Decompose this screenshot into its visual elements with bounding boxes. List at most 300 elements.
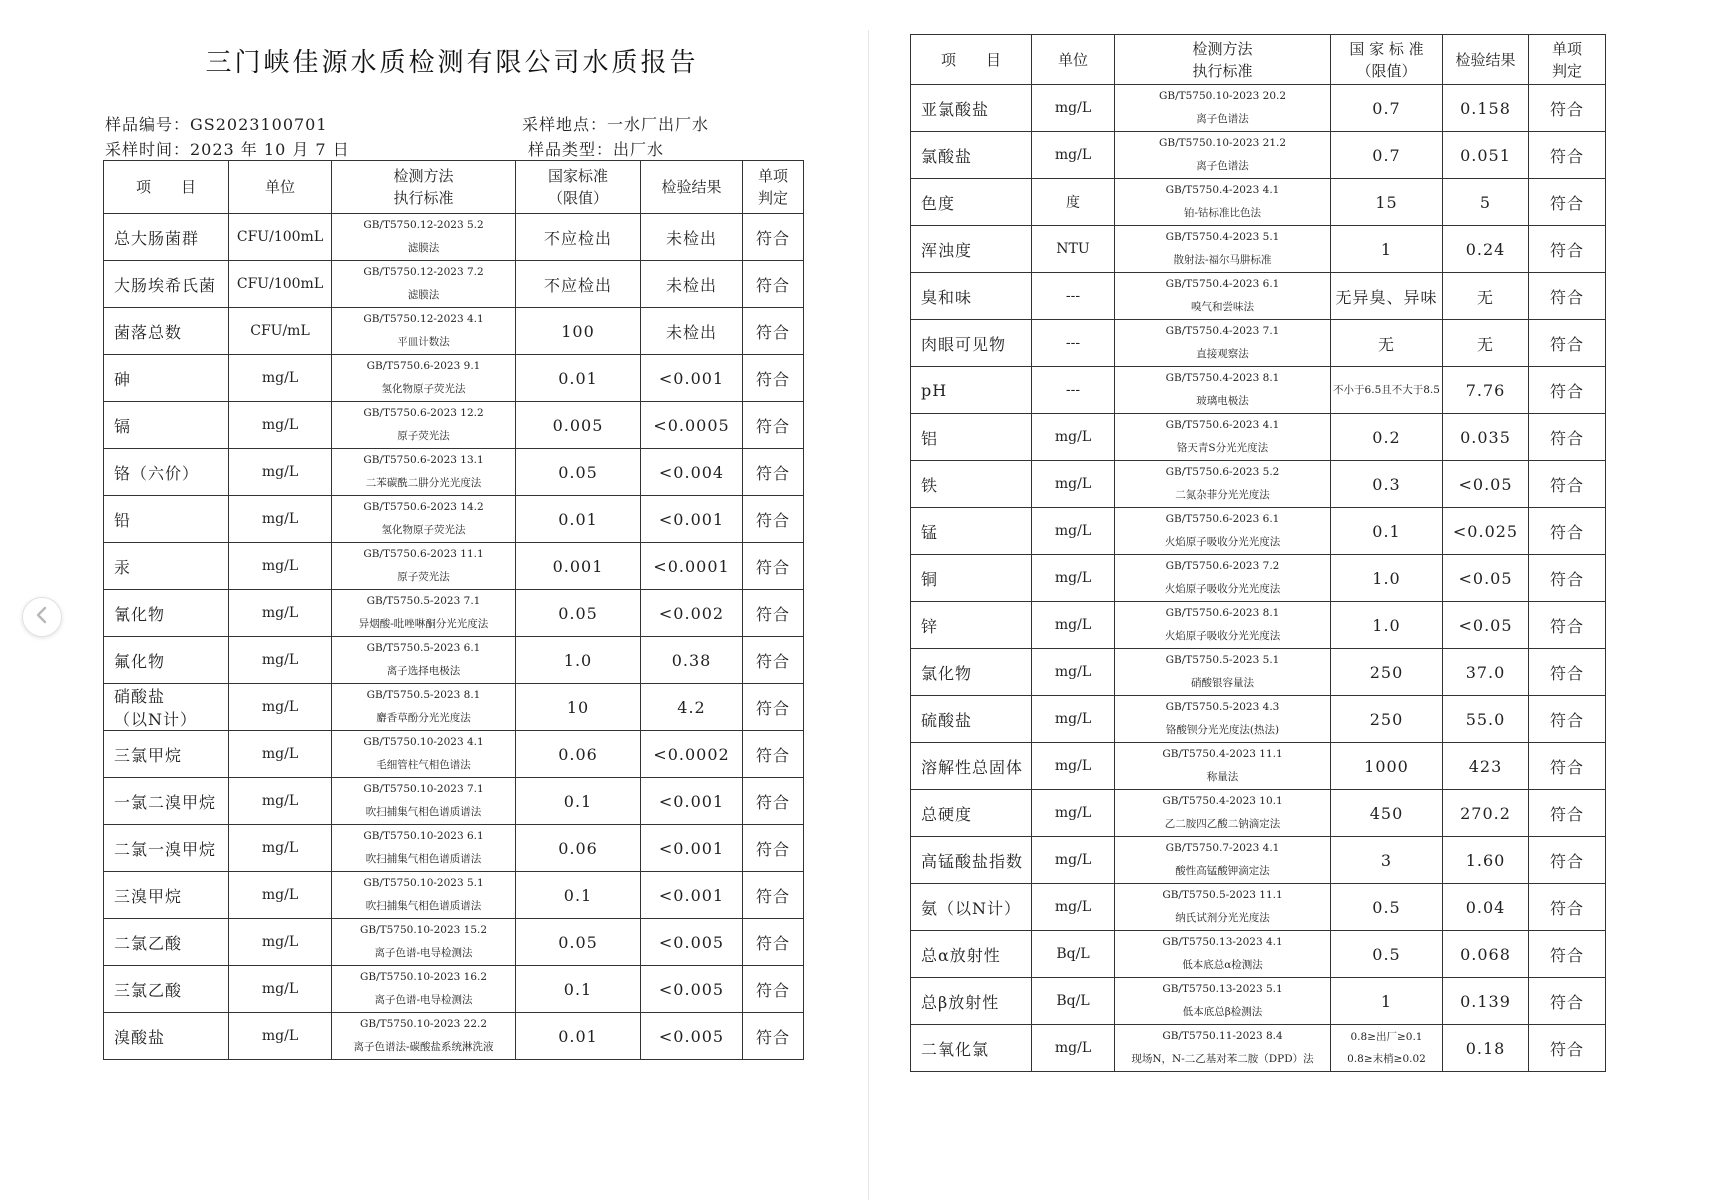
judgement: 符合	[743, 919, 804, 966]
table-row	[104, 496, 804, 543]
method-name: 麝香草酚分光光度法	[376, 712, 471, 724]
judgement: 符合	[1529, 978, 1606, 1025]
standard-limit-text: 0.5	[1372, 897, 1401, 917]
item-name-text: 浑浊度	[921, 240, 973, 260]
item-name	[911, 1025, 1032, 1072]
test-result: 7.76	[1443, 367, 1529, 414]
method-name: 直接观察法	[1196, 348, 1249, 360]
judgement: 符合	[1529, 555, 1606, 602]
method-cell	[1115, 884, 1331, 931]
method-name: 异烟酸-吡唑啉酮分光光度法	[358, 618, 489, 630]
standard-limit	[1331, 884, 1443, 931]
unit-cell: mg/L	[1032, 555, 1115, 602]
method-cell	[1115, 461, 1331, 508]
standard-limit-text: 0.7	[1372, 98, 1401, 118]
table-row	[104, 543, 804, 590]
method-cell	[1115, 273, 1331, 320]
table-header-row	[911, 35, 1606, 85]
judgement: 符合	[743, 543, 804, 590]
standard-limit-text: 0.06	[558, 838, 598, 858]
test-result: <0.05	[1443, 602, 1529, 649]
item-name-text: 硫酸盐	[921, 710, 973, 730]
method-standard: GB/T5750.10-2023 5.1	[363, 877, 484, 889]
method-name: 离子色谱-电导检测法	[374, 994, 473, 1006]
item-name	[911, 132, 1032, 179]
item-name	[104, 637, 229, 684]
standard-limit-text: 450	[1369, 803, 1404, 823]
unit-cell: 度	[1032, 179, 1115, 226]
method-name: 吹扫捕集气相色谱质谱法	[365, 900, 482, 912]
header-unit: 单位	[1032, 35, 1115, 85]
test-result: 270.2	[1443, 790, 1529, 837]
standard-limit	[516, 355, 641, 402]
unit-cell: mg/L	[1032, 602, 1115, 649]
method-standard: GB/T5750.13-2023 4.1	[1162, 936, 1283, 948]
method-standard: GB/T5750.5-2023 4.3	[1165, 701, 1280, 713]
judgement: 符合	[1529, 367, 1606, 414]
method-cell	[1115, 790, 1331, 837]
test-result: 0.38	[641, 637, 743, 684]
judgement: 符合	[1529, 931, 1606, 978]
test-result: 0.18	[1443, 1025, 1529, 1072]
method-cell	[1115, 837, 1331, 884]
item-name-text: pH	[921, 380, 948, 400]
judgement: 符合	[1529, 508, 1606, 555]
judgement: 符合	[743, 825, 804, 872]
item-name	[104, 778, 229, 825]
standard-limit	[516, 449, 641, 496]
standard-limit-text: 0.1	[563, 979, 593, 999]
item-name-text: 砷	[114, 369, 132, 389]
method-standard: GB/T5750.5-2023 7.1	[366, 595, 481, 607]
item-name	[911, 837, 1032, 884]
standard-limit-text: 0.005	[552, 415, 604, 435]
method-name: 铬天青S分光光度法	[1176, 442, 1269, 454]
method-cell	[1115, 931, 1331, 978]
method-name: 铂-钴标准比色法	[1183, 207, 1262, 219]
item-name	[104, 872, 229, 919]
item-name	[911, 367, 1032, 414]
method-name: 氢化物原子荧光法	[381, 524, 466, 536]
item-name	[104, 966, 229, 1013]
judgement: 符合	[743, 872, 804, 919]
standard-limit-text: 0.1	[563, 791, 593, 811]
unit-cell: mg/L	[1032, 1025, 1115, 1072]
item-name	[911, 978, 1032, 1025]
table-row	[911, 602, 1606, 649]
method-name: 二苯碳酰二肼分光光度法	[365, 477, 482, 489]
method-cell	[1115, 320, 1331, 367]
item-name	[911, 555, 1032, 602]
method-name: 毛细管柱气相色谱法	[376, 759, 471, 771]
test-result: 无	[1443, 273, 1529, 320]
unit-cell: mg/L	[1032, 132, 1115, 179]
header-standard: 国家标准 （限值）	[516, 161, 641, 214]
unit-cell: Bq/L	[1032, 931, 1115, 978]
judgement: 符合	[1529, 696, 1606, 743]
unit-cell: mg/L	[229, 966, 332, 1013]
judgement: 符合	[1529, 743, 1606, 790]
sample-location: 采样地点：一水厂出厂水	[522, 115, 710, 134]
test-result: <0.002	[641, 590, 743, 637]
test-result: <0.005	[641, 966, 743, 1013]
method-name: 铬酸钡分光光度法(热法)	[1165, 724, 1280, 736]
judgement: 符合	[1529, 884, 1606, 931]
standard-limit	[1331, 367, 1443, 414]
method-name: 称量法	[1206, 771, 1239, 783]
item-name	[104, 590, 229, 637]
table-row	[911, 837, 1606, 884]
method-cell	[332, 825, 516, 872]
test-result: <0.001	[641, 872, 743, 919]
table-row	[911, 226, 1606, 273]
judgement: 符合	[1529, 602, 1606, 649]
item-name-text: 汞	[114, 557, 132, 577]
standard-limit	[1331, 508, 1443, 555]
item-name-text: 镉	[114, 416, 132, 436]
standard-limit	[1331, 85, 1443, 132]
judgement: 符合	[1529, 461, 1606, 508]
item-name-text: 硝酸盐 （以N计）	[114, 687, 198, 729]
method-standard: GB/T5750.12-2023 4.1	[363, 313, 484, 325]
item-name-text: 铝	[921, 428, 939, 448]
table-row	[911, 555, 1606, 602]
table-row	[911, 367, 1606, 414]
standard-limit-text: 3	[1380, 850, 1393, 870]
method-standard: GB/T5750.12-2023 7.2	[363, 266, 484, 278]
method-standard: GB/T5750.10-2023 16.2	[359, 971, 488, 983]
unit-cell: mg/L	[1032, 461, 1115, 508]
method-name: 火焰原子吸收分光光度法	[1164, 583, 1281, 595]
method-standard: GB/T5750.6-2023 9.1	[366, 360, 481, 372]
method-cell	[1115, 1025, 1331, 1072]
item-name	[911, 414, 1032, 461]
method-cell	[1115, 743, 1331, 790]
method-cell	[1115, 85, 1331, 132]
item-name	[911, 743, 1032, 790]
method-standard: GB/T5750.6-2023 4.1	[1165, 419, 1280, 431]
standard-limit-text: 0.1	[1372, 521, 1401, 541]
item-name-text: 铁	[921, 475, 939, 495]
unit-cell: mg/L	[1032, 884, 1115, 931]
item-name-text: 色度	[921, 193, 956, 213]
item-name-text: 锌	[921, 616, 939, 636]
standard-limit	[516, 778, 641, 825]
standard-limit-text: 0.01	[558, 368, 598, 388]
table-body-right	[911, 85, 1606, 1072]
test-result: 0.035	[1443, 414, 1529, 461]
item-name	[104, 449, 229, 496]
standard-limit-text: 1	[1380, 239, 1393, 259]
method-standard: GB/T5750.10-2023 21.2	[1158, 137, 1287, 149]
method-cell	[1115, 649, 1331, 696]
method-standard: GB/T5750.10-2023 22.2	[359, 1018, 488, 1030]
table-row	[911, 649, 1606, 696]
table-row	[911, 179, 1606, 226]
item-name	[911, 790, 1032, 837]
method-cell	[1115, 179, 1331, 226]
unit-cell: ---	[1032, 320, 1115, 367]
standard-limit-text: 0.01	[558, 1026, 598, 1046]
table-row	[104, 919, 804, 966]
method-cell	[332, 919, 516, 966]
standard-limit	[1331, 743, 1443, 790]
standard-limit-text: 0.06	[558, 744, 598, 764]
method-standard: GB/T5750.6-2023 11.1	[363, 548, 484, 560]
test-result: <0.05	[1443, 555, 1529, 602]
results-table-right	[910, 34, 1606, 1072]
header-standard: 国 家 标 准 （限值）	[1331, 35, 1443, 85]
standard-limit	[516, 496, 641, 543]
method-standard: GB/T5750.6-2023 8.1	[1165, 607, 1280, 619]
unit-cell: mg/L	[229, 919, 332, 966]
table-row	[104, 590, 804, 637]
unit-cell: mg/L	[1032, 85, 1115, 132]
item-name	[104, 731, 229, 778]
item-name	[104, 919, 229, 966]
standard-limit-text: 0.5	[1372, 944, 1401, 964]
method-standard: GB/T5750.5-2023 11.1	[1162, 889, 1283, 901]
method-standard: GB/T5750.6-2023 12.2	[363, 407, 484, 419]
unit-cell: mg/L	[1032, 837, 1115, 884]
judgement: 符合	[1529, 132, 1606, 179]
judgement: 符合	[743, 449, 804, 496]
item-name-text: 铅	[114, 510, 132, 530]
method-standard: GB/T5750.4-2023 5.1	[1165, 231, 1280, 243]
item-name-text: 二氯乙酸	[114, 933, 183, 953]
table-row	[911, 790, 1606, 837]
method-standard: GB/T5750.7-2023 4.1	[1165, 842, 1280, 854]
item-name	[911, 508, 1032, 555]
test-result: 0.24	[1443, 226, 1529, 273]
item-name-text: 总硬度	[921, 804, 973, 824]
method-cell	[332, 402, 516, 449]
item-name	[911, 696, 1032, 743]
standard-limit-text: 1.0	[1372, 568, 1401, 588]
method-name: 嗅气和尝味法	[1191, 301, 1254, 313]
item-name	[104, 308, 229, 355]
method-standard: GB/T5750.12-2023 5.2	[363, 219, 484, 231]
standard-limit	[1331, 1025, 1443, 1072]
previous-page-button[interactable]	[22, 597, 62, 637]
table-header-row	[104, 161, 804, 214]
standard-limit	[1331, 790, 1443, 837]
method-name: 吹扫捕集气相色谱质谱法	[365, 806, 482, 818]
report-page-right	[898, 0, 1717, 1202]
judgement: 符合	[743, 1013, 804, 1060]
standard-limit	[1331, 931, 1443, 978]
item-name	[911, 320, 1032, 367]
method-name: 乙二胺四乙酸二钠滴定法	[1164, 818, 1281, 830]
item-name	[911, 649, 1032, 696]
judgement: 符合	[1529, 414, 1606, 461]
test-result: 1.60	[1443, 837, 1529, 884]
standard-limit-text: 1	[1380, 991, 1393, 1011]
standard-limit	[516, 1013, 641, 1060]
unit-cell: Bq/L	[1032, 978, 1115, 1025]
method-standard: GB/T5750.5-2023 5.1	[1165, 654, 1280, 666]
item-name-text: 高锰酸盐指数	[921, 851, 1024, 871]
item-name	[911, 85, 1032, 132]
unit-cell: mg/L	[1032, 414, 1115, 461]
table-row	[104, 778, 804, 825]
standard-limit	[516, 919, 641, 966]
test-result: 0.051	[1443, 132, 1529, 179]
method-standard: GB/T5750.6-2023 13.1	[363, 454, 484, 466]
method-cell	[332, 261, 516, 308]
item-name-text: 二氧化氯	[921, 1039, 990, 1059]
item-name-text: 氰化物	[114, 604, 166, 624]
method-standard: GB/T5750.5-2023 8.1	[366, 689, 481, 701]
standard-limit	[516, 590, 641, 637]
method-name: 氢化物原子荧光法	[381, 383, 466, 395]
table-body-left	[104, 214, 804, 1060]
standard-limit	[1331, 226, 1443, 273]
table-row	[104, 214, 804, 261]
item-name	[911, 273, 1032, 320]
unit-cell: mg/L	[229, 449, 332, 496]
method-name: 吹扫捕集气相色谱质谱法	[365, 853, 482, 865]
results-table-left	[103, 160, 804, 1060]
test-result: 37.0	[1443, 649, 1529, 696]
method-standard: GB/T5750.10-2023 7.1	[363, 783, 484, 795]
standard-limit	[516, 261, 641, 308]
header-method: 检测方法 执行标准	[332, 161, 516, 214]
method-name: 低本底总β检测法	[1182, 1006, 1263, 1018]
method-name: 现场N，N-二乙基对苯二胺（DPD）法	[1131, 1053, 1314, 1065]
standard-limit	[516, 637, 641, 684]
table-row	[911, 461, 1606, 508]
method-cell	[1115, 555, 1331, 602]
method-cell	[1115, 132, 1331, 179]
test-result: <0.004	[641, 449, 743, 496]
table-row	[104, 261, 804, 308]
judgement: 符合	[1529, 85, 1606, 132]
standard-limit-text: 0.001	[552, 556, 604, 576]
standard-limit-text: 1.0	[1372, 615, 1401, 635]
test-result: 0.139	[1443, 978, 1529, 1025]
method-cell	[1115, 226, 1331, 273]
item-name	[911, 179, 1032, 226]
standard-limit	[1331, 132, 1443, 179]
standard-limit	[1331, 320, 1443, 367]
method-cell	[332, 543, 516, 590]
standard-limit-text: 1000	[1364, 756, 1409, 776]
judgement: 符合	[743, 261, 804, 308]
unit-cell: CFU/mL	[229, 308, 332, 355]
test-result: <0.001	[641, 496, 743, 543]
item-name	[104, 543, 229, 590]
standard-limit-text: 0.7	[1372, 145, 1401, 165]
test-result: <0.05	[1443, 461, 1529, 508]
unit-cell: mg/L	[229, 731, 332, 778]
item-name	[911, 931, 1032, 978]
judgement: 符合	[743, 214, 804, 261]
method-name: 火焰原子吸收分光光度法	[1164, 536, 1281, 548]
standard-limit	[1331, 602, 1443, 649]
standard-limit-text: 0.05	[558, 462, 598, 482]
method-name: 玻璃电极法	[1196, 395, 1249, 407]
item-name	[911, 602, 1032, 649]
item-name-text: 三氯甲烷	[114, 745, 183, 765]
judgement: 符合	[1529, 226, 1606, 273]
standard-limit	[1331, 461, 1443, 508]
header-result: 检验结果	[1443, 35, 1529, 85]
unit-cell: ---	[1032, 367, 1115, 414]
header-item: 项 目	[104, 161, 229, 214]
table-row	[104, 355, 804, 402]
unit-cell: CFU/100mL	[229, 214, 332, 261]
method-cell	[1115, 696, 1331, 743]
method-name: 离子选择电极法	[386, 665, 461, 677]
unit-cell: mg/L	[229, 355, 332, 402]
item-name	[104, 402, 229, 449]
item-name-text: 氟化物	[114, 651, 166, 671]
method-standard: GB/T5750.11-2023 8.4	[1162, 1030, 1283, 1042]
table-row	[104, 449, 804, 496]
standard-limit	[516, 308, 641, 355]
item-name	[911, 226, 1032, 273]
method-name: 原子荧光法	[397, 430, 450, 442]
judgement: 符合	[743, 684, 804, 731]
unit-cell: mg/L	[229, 1013, 332, 1060]
header-result: 检验结果	[641, 161, 743, 214]
standard-limit-text: 250	[1369, 662, 1404, 682]
method-name: 酸性高锰酸钾滴定法	[1175, 865, 1270, 877]
judgement: 符合	[743, 402, 804, 449]
table-row	[911, 273, 1606, 320]
method-standard: GB/T5750.6-2023 6.1	[1165, 513, 1280, 525]
standard-limit	[1331, 696, 1443, 743]
item-name	[104, 214, 229, 261]
judgement: 符合	[743, 966, 804, 1013]
standard-limit	[516, 966, 641, 1013]
test-result: <0.0001	[641, 543, 743, 590]
unit-cell: NTU	[1032, 226, 1115, 273]
method-standard: GB/T5750.4-2023 11.1	[1162, 748, 1283, 760]
test-result: <0.001	[641, 778, 743, 825]
method-name: 滤膜法	[407, 242, 440, 254]
item-name-text: 菌落总数	[114, 322, 183, 342]
method-standard: GB/T5750.10-2023 6.1	[363, 830, 484, 842]
standard-limit-text: 15	[1375, 192, 1398, 212]
judgement: 符合	[743, 590, 804, 637]
standard-limit-text: 100	[561, 321, 595, 341]
header-judgement: 单项 判定	[743, 161, 804, 214]
method-standard: GB/T5750.6-2023 7.2	[1165, 560, 1280, 572]
table-row	[911, 743, 1606, 790]
table-row	[911, 85, 1606, 132]
standard-limit	[516, 872, 641, 919]
item-name	[104, 261, 229, 308]
test-result: 0.158	[1443, 85, 1529, 132]
unit-cell: mg/L	[1032, 790, 1115, 837]
unit-cell: mg/L	[1032, 649, 1115, 696]
standard-limit	[516, 684, 641, 731]
judgement: 符合	[743, 308, 804, 355]
sample-time: 采样时间：2023 年 10 月 7 日	[105, 140, 350, 159]
judgement: 符合	[1529, 790, 1606, 837]
standard-limit	[1331, 978, 1443, 1025]
test-result: <0.005	[641, 1013, 743, 1060]
method-standard: GB/T5750.4-2023 8.1	[1165, 372, 1280, 384]
test-result: <0.001	[641, 825, 743, 872]
judgement: 符合	[1529, 649, 1606, 696]
item-name-text: 三溴甲烷	[114, 886, 183, 906]
method-name: 离子色谱-电导检测法	[374, 947, 473, 959]
item-name	[911, 461, 1032, 508]
item-name	[104, 355, 229, 402]
